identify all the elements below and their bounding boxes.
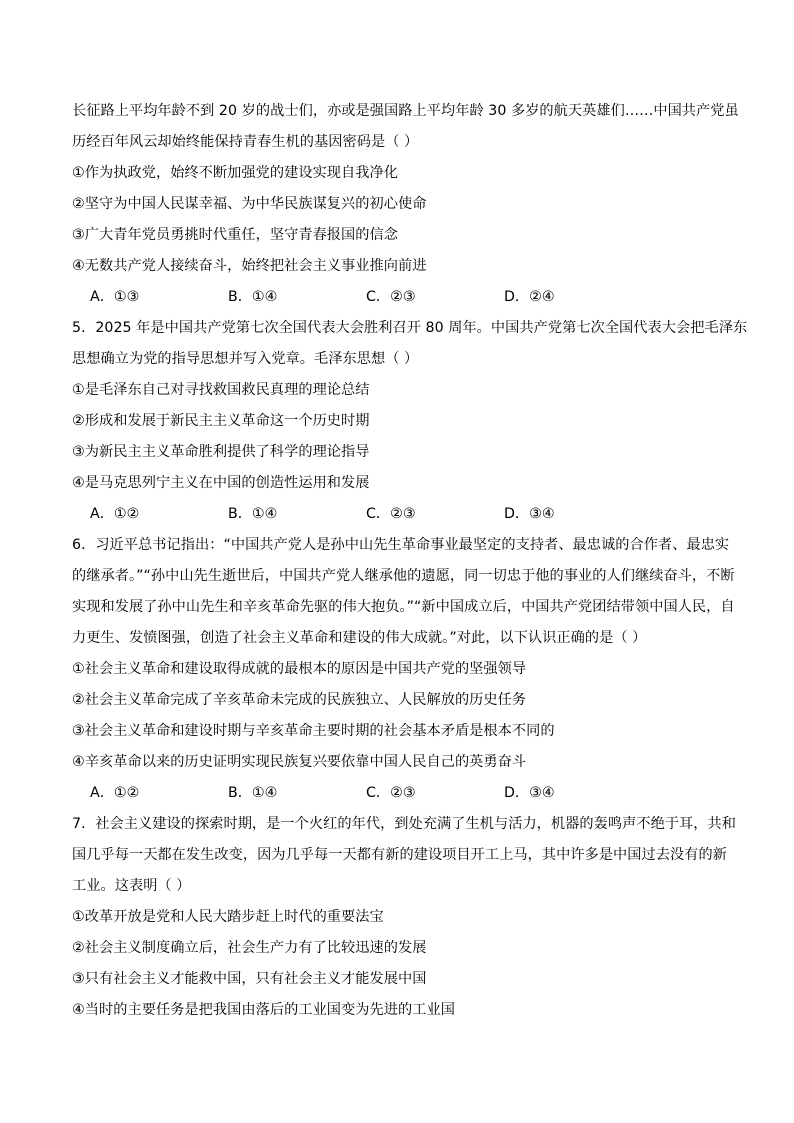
question-5-option: ④是马克思列宁主义在中国的创造性运用和发展 <box>72 475 370 491</box>
question-5 <box>72 313 748 530</box>
question-5-option: ①是毛泽东自己对寻找救国救民真理的理论总结 <box>72 382 370 398</box>
question-4-option: ②坚守为中国人民谋幸福、为中华民族谋复兴的初心使命 <box>72 196 427 212</box>
question-5-choices <box>72 499 724 530</box>
question-4-option: ①作为执政党，始终不断加强党的建设实现自我净化 <box>72 165 398 181</box>
question-7-option: ②社会主义制度确立后，社会生产力有了比较迅速的发展 <box>72 940 427 956</box>
question-5-option: ②形成和发展于新民主主义革命这一个历史时期 <box>72 413 370 429</box>
choice-a: A．①③ <box>90 289 140 305</box>
choice-d: D．③④ <box>504 506 555 522</box>
question-7-stem-line: 国几乎每一天都在发生改变，因为几乎每一天都有新的建设项目开工上马，其中许多是中国过去没有的新 <box>72 847 727 863</box>
question-6-option: ②社会主义革命完成了辛亥革命未完成的民族独立、人民解放的历史任务 <box>72 692 527 708</box>
question-5-option: ③为新民主主义革命胜利提供了科学的理论指导 <box>72 444 370 460</box>
question-7-option: ③只有社会主义才能救中国，只有社会主义才能发展中国 <box>72 971 427 987</box>
question-6-option: ④辛亥革命以来的历史证明实现民族复兴要依靠中国人民自己的英勇奋斗 <box>72 754 527 770</box>
question-4 <box>72 96 739 313</box>
question-5-stem-line: 5．2025 年是中国共产党第七次全国代表大会胜利召开 80 周年。中国共产党第七次全国代表大会把毛泽东 <box>72 320 748 336</box>
choice-d: D．③④ <box>504 785 555 801</box>
question-7-stem-line: 7．社会主义建设的探索时期，是一个火红的年代，到处充满了生机与活力，机器的轰鸣声不绝于耳，共和 <box>72 816 737 832</box>
question-4-option: ④无数共产党人接续奋斗，始终把社会主义事业推向前进 <box>72 258 427 274</box>
question-6-stem-line: 实现和发展了孙中山先生和辛亥革命先驱的伟大抱负。”“新中国成立后，中国共产党团结带领中国人民，自 <box>72 599 735 615</box>
choice-a: A．①② <box>90 785 140 801</box>
question-4-stem-line: 历经百年风云却始终能保持青春生机的基因密码是（ ） <box>72 134 419 150</box>
question-6-stem-line: 力更生、发愤图强，创造了社会主义革命和建设的伟大成就。”对此，以下认识正确的是（ ） <box>72 630 647 646</box>
question-6 <box>72 530 735 809</box>
question-6-choices <box>72 778 724 809</box>
question-6-option: ③社会主义革命和建设时期与辛亥革命主要时期的社会基本矛盾是根本不同的 <box>72 723 555 739</box>
choice-c: C．②③ <box>366 289 416 305</box>
choice-b: B．①④ <box>228 506 278 522</box>
choice-b: B．①④ <box>228 785 278 801</box>
choice-a: A．①② <box>90 506 140 522</box>
question-6-stem-line: 的继承者。”“孙中山先生逝世后，中国共产党人继承他的遗愿，同一切忠于他的事业的人们继续奋斗，不断 <box>72 568 735 584</box>
question-7-option: ④当时的主要任务是把我国由落后的工业国变为先进的工业国 <box>72 1002 455 1018</box>
question-6-stem-line: 6．习近平总书记指出：“中国共产党人是孙中山先生革命事业最坚定的支持者、最忠诚的合作者、最忠实 <box>72 537 730 553</box>
choice-b: B．①④ <box>228 289 278 305</box>
question-4-choices <box>72 282 724 313</box>
choice-c: C．②③ <box>366 785 416 801</box>
question-4-stem-line: 长征路上平均年龄不到 20 岁的战士们，亦或是强国路上平均年龄 30 多岁的航天英雄们……中国共产党虽 <box>72 103 739 119</box>
question-7 <box>72 809 737 1026</box>
choice-d: D．②④ <box>504 289 555 305</box>
question-5-stem-line: 思想确立为党的指导思想并写入党章。毛泽东思想（ ） <box>72 351 419 367</box>
question-7-stem-line: 工业。这表明（ ） <box>72 878 191 894</box>
choice-c: C．②③ <box>366 506 416 522</box>
question-7-option: ①改革开放是党和人民大踏步赶上时代的重要法宝 <box>72 909 384 925</box>
question-6-option: ①社会主义革命和建设取得成就的最根本的原因是中国共产党的坚强领导 <box>72 661 527 677</box>
question-4-option: ③广大青年党员勇挑时代重任，坚守青春报国的信念 <box>72 227 398 243</box>
